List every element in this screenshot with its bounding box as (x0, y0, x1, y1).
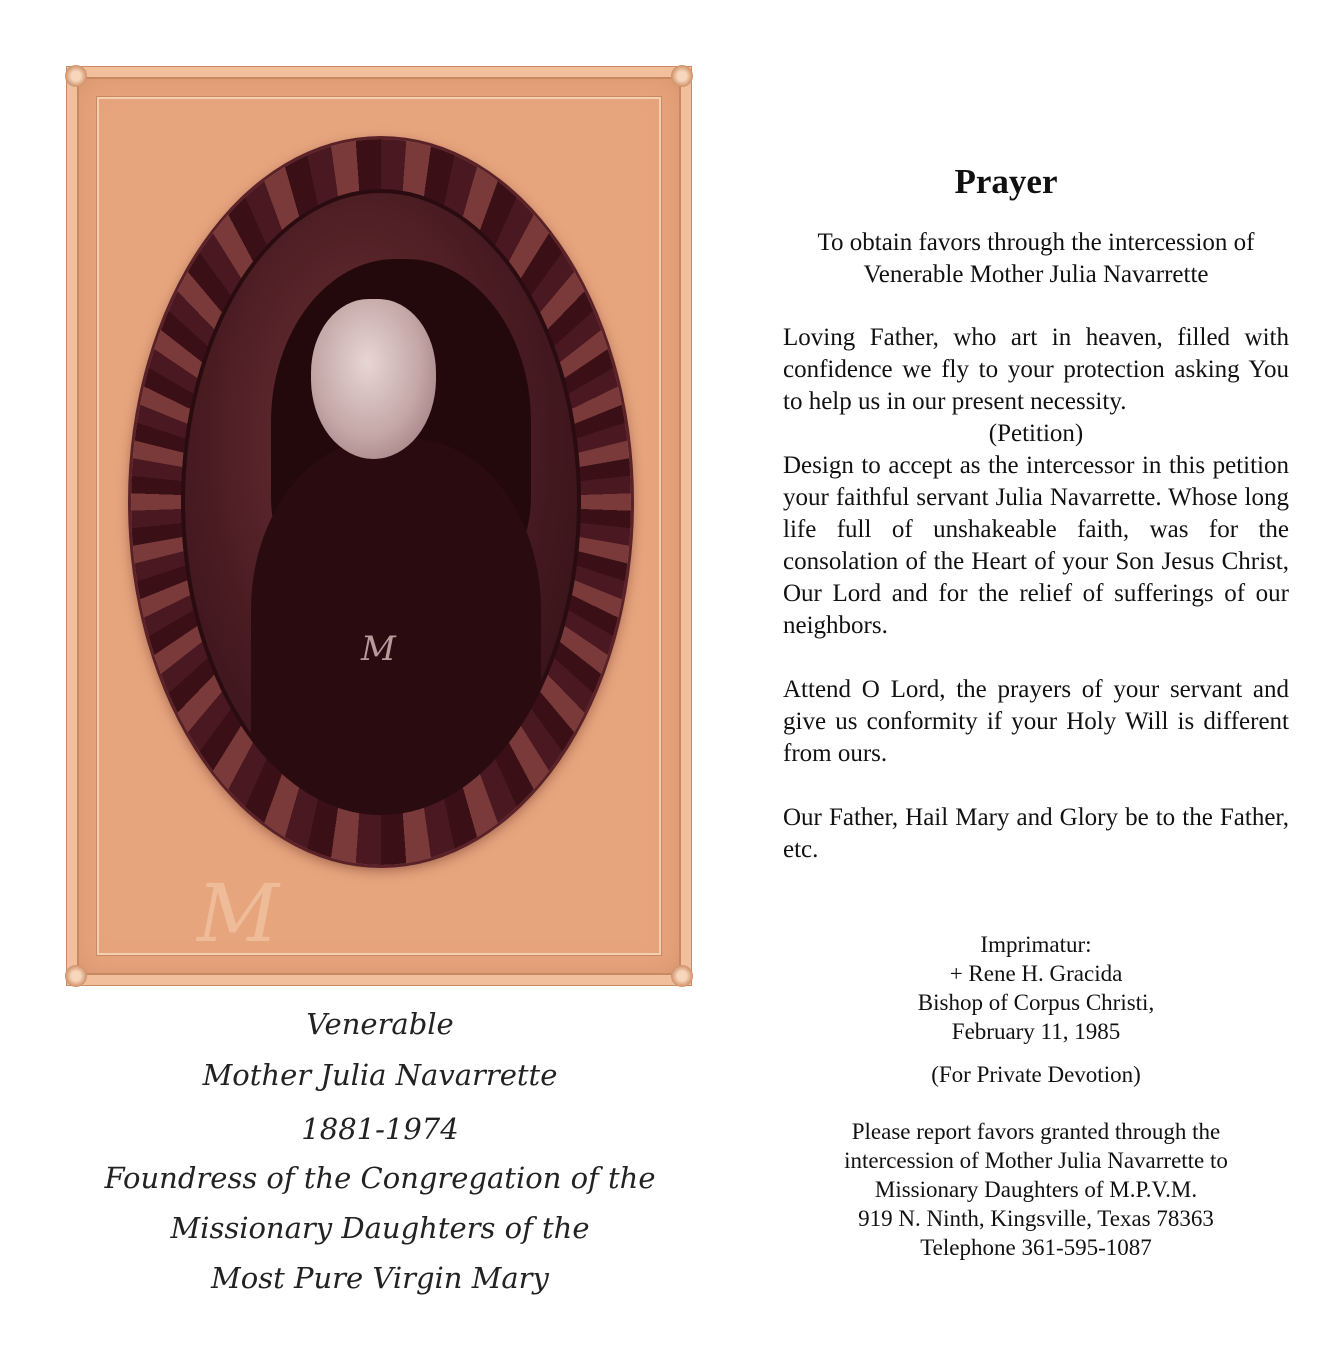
corner-ornament (671, 965, 693, 987)
prayer-title: Prayer (954, 162, 1058, 201)
prayer-subtitle (783, 227, 1289, 291)
corner-ornament (65, 965, 87, 987)
contact-line: intercession of Mother Julia Navarrette to (844, 1148, 1228, 1173)
caption-congregation: Missionary Daughters of the (170, 1211, 590, 1245)
contact-address: 919 N. Ninth, Kingsville, Texas 78363 (858, 1206, 1214, 1231)
imprimatur-bishop: + Rene H. Gracida (949, 961, 1123, 986)
imprimatur-label: Imprimatur: (980, 932, 1092, 957)
portrait-photo (181, 189, 581, 815)
contact-line: Missionary Daughters of M.P.V.M. (874, 1177, 1198, 1202)
prayer-paragraph-2: Design to accept as the intercessor in this petition your faithful servant Julia Navarrette. Whose long life full of unshakeable faith, was for the consolation of the Heart of your Son Jesus Christ, Our Lord and for the relief of sufferings of our neighbors. (783, 452, 1289, 639)
face-shape (311, 299, 436, 459)
subtitle-line: Venerable Mother Julia Navarrette (863, 261, 1209, 288)
contact-telephone: Telephone 361-595-1087 (920, 1235, 1152, 1260)
corner-ornament (65, 65, 87, 87)
imprimatur-date: February 11, 1985 (951, 1019, 1121, 1044)
private-devotion-note: (For Private Devotion) (931, 1062, 1141, 1087)
monogram-watermark-icon: M (197, 867, 279, 960)
subtitle-line: To obtain favors through the intercession of (817, 229, 1255, 256)
imprimatur-block (783, 930, 1289, 1089)
prayer-paragraph-4: Our Father, Hail Mary and Glory be to the Father, etc. (783, 804, 1289, 863)
portrait-card (66, 66, 692, 986)
caption-virgin-mary: Most Pure Virgin Mary (211, 1261, 549, 1295)
prayer-paragraph-3: Attend O Lord, the prayers of your servant and give us conformity if your Holy Will is different from ours. (783, 676, 1289, 767)
imprimatur-diocese: Bishop of Corpus Christi, (917, 990, 1155, 1015)
prayer-body (783, 322, 1289, 866)
caption-years: 1881-1974 (301, 1112, 459, 1146)
robe-shape (251, 439, 541, 815)
oval-portrait-frame (131, 139, 631, 865)
corner-ornament (671, 65, 693, 87)
contact-line: Please report favors granted through the (851, 1119, 1221, 1144)
marian-monogram-icon: M (361, 629, 396, 669)
petition-label: (Petition) (988, 420, 1084, 447)
contact-block (783, 1117, 1289, 1262)
caption-foundress: Foundress of the Congregation of the (104, 1161, 656, 1195)
prayer-paragraph-1: Loving Father, who art in heaven, filled with confidence we fly to your protection asking You to help us in our present necessity. (783, 324, 1289, 415)
caption-name: Mother Julia Navarrette (202, 1058, 558, 1092)
caption-venerable: Venerable (306, 1007, 454, 1041)
